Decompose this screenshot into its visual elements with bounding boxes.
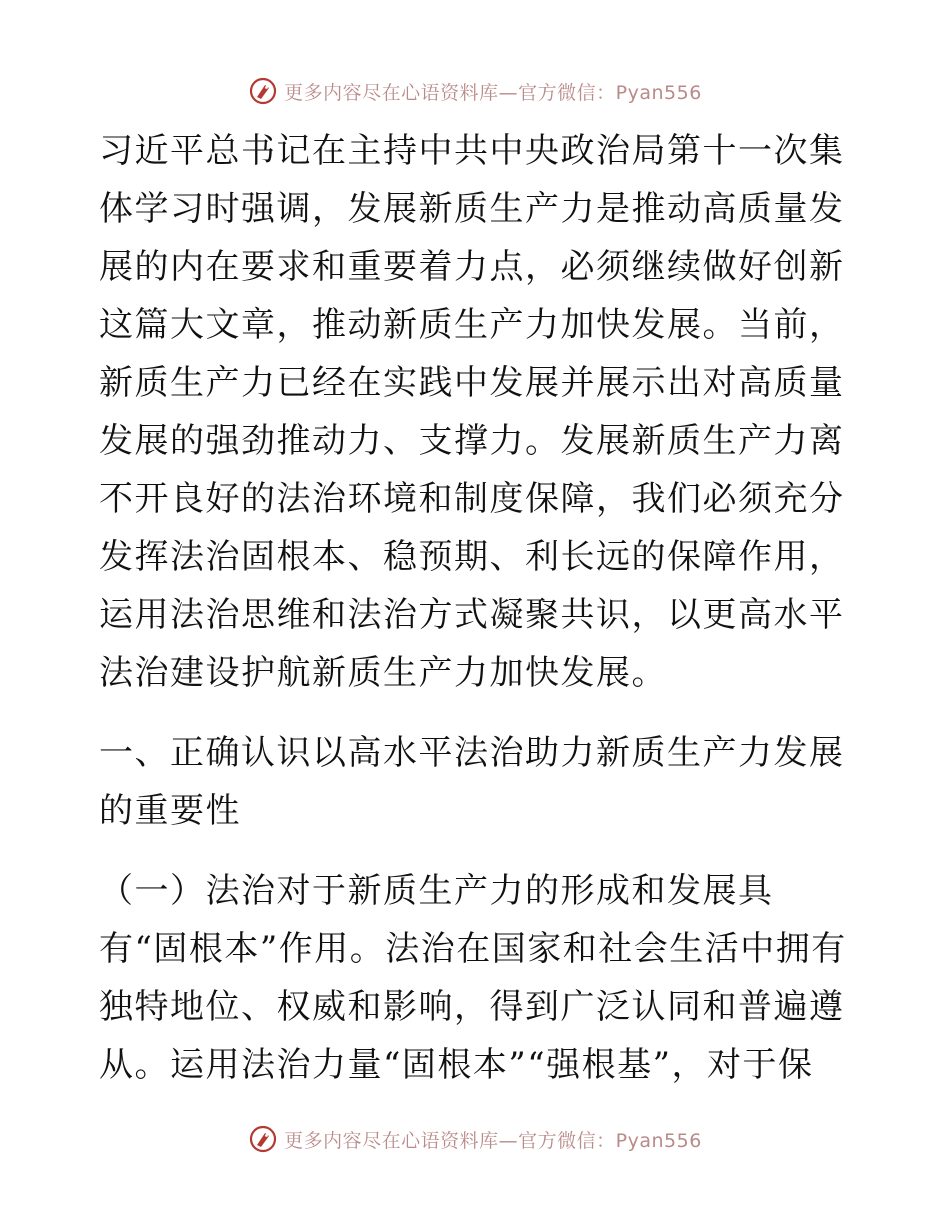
watermark-footer bbox=[0, 1119, 950, 1159]
watermark-header bbox=[0, 71, 950, 111]
pen-nib-logo-icon bbox=[248, 1124, 278, 1154]
pen-nib-logo-icon bbox=[248, 76, 278, 106]
document-body bbox=[99, 122, 851, 1094]
body-paragraph: 习近平总书记在主持中共中央政治局第十一次集体学习时强调，发展新质生产力是推动高质量发展的内在要求和重要着力点，必须继续做好创新这篇大文章，推动新质生产力加快发展。当前，新质生产力已经在实践中发展并展示出对高质量发展的强劲推动力、支撑力。发展新质生产力离不开良好的法治环境和制度保障，我们必须充分发挥法治固根本、稳预期、利长远的保障作用，运用法治思维和法治方式凝聚共识，以更高水平法治建设护航新质生产力加快发展。 bbox=[99, 131, 845, 693]
section-heading: 一、正确认识以高水平法治助力新质生产力发展的重要性 bbox=[99, 733, 845, 831]
watermark-text: 更多内容尽在心语资料库—官方微信：Pyan556 bbox=[284, 1129, 702, 1152]
subsection-paragraph: （一）法治对于新质生产力的形成和发展具有“固根本”作用。法治在国家和社会生活中拥有独特地位、权威和影响，得到广泛认同和普遍遵从。运用法治力量“固根本”“强根基”，对于保 bbox=[99, 871, 847, 1085]
watermark-text: 更多内容尽在心语资料库—官方微信：Pyan556 bbox=[284, 81, 702, 104]
